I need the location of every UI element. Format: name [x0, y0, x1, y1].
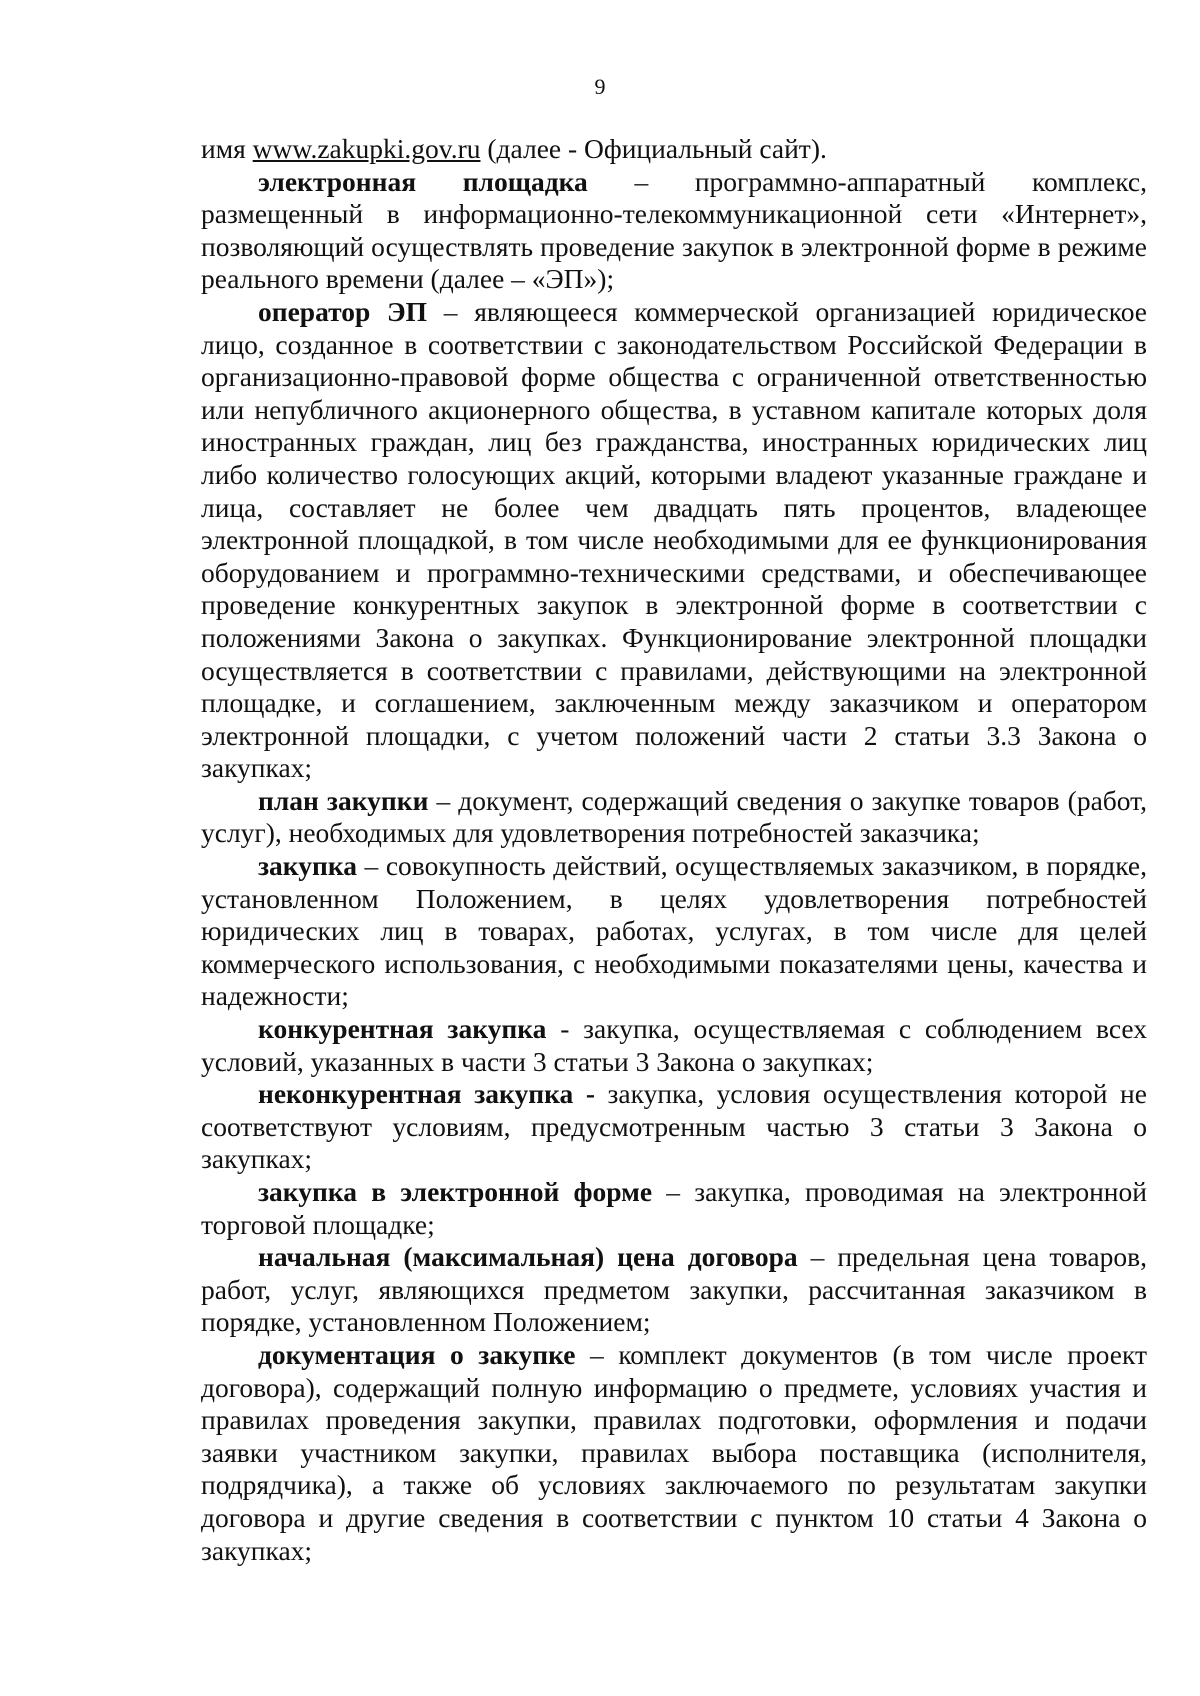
definition-text: – являющееся коммерческой организацией юридическое лицо, созданное в соответствии с законодательством Российской Федерации в организационно-правовой форме общества с ограниченной ответственностью или непубличного акционерного общества, в уставном капитале которых доля иностранных граждан, лиц без гражданства, иностранных юридических лиц либо количество голосующих акций, которыми владеют указанные граждане и лица, составляет не более чем двадцать пять процентов, владеющее электронной площадкой, в том числе необходимыми для ее функционирования оборудованием и программно-техническими средствами, и обеспечивающее проведение конкурентных закупок в электронной форме в соответствии с положениями Закона о закупках. Функционирование электронной площадки осуществляется в соответствии с правилами, действующими на электронной площадке, и соглашением, заключенным между заказчиком и оператором электронной площадки, с учетом положений части 2 статьи 3.3 Закона о закупках;: [201, 295, 1147, 784]
paragraph-lead: имя: [201, 133, 253, 164]
definition-text: – совокупность действий, осуществляемых заказчиком, в порядке, установленном Положением, в целях удовлетворения потребностей юридических лиц в товарах, работах, услугах, в том числе для целей коммерческого использования, с необходимыми показателями цены, качества и надежности;: [201, 850, 1147, 1012]
definition-text: закупка, условия осуществления которой не соответствуют условиям, предусмотренным частью 3 статьи 3 Закона о закупках;: [201, 1078, 1147, 1175]
definition-term: неконкурентная закупка -: [258, 1078, 595, 1110]
definition-initial-max-price: [201, 1241, 1147, 1339]
definition-text: – программно-аппаратный комплекс, размещенный в информационно-телекоммуникационной сети «Интернет», позволяющий осуществлять проведение закупок в электронной форме в режиме реального времени (далее – «ЭП»);: [201, 165, 1147, 295]
definition-text: – комплект документов (в том числе проект договора), содержащий полную информацию о предмете, условиях участия и правилах проведения закупки, правилах подготовки, оформления и подачи заявки участником закупки, правилах выбора поставщика (исполнителя, подрядчика), а также об условиях заключаемого по результатам закупки договора и другие сведения в соответствии с пунктом 10 статьи 4 Закона о закупках;: [201, 1338, 1147, 1566]
definition-text: – документ, содержащий сведения о закупке товаров (работ, услуг), необходимых для удовлетворения потребностей заказчика;: [201, 784, 1147, 849]
paragraph-official-site: [201, 133, 1147, 166]
definition-competitive-procurement: [201, 1013, 1147, 1078]
definition-text: - закупка, осуществляемая с соблюдением всех условий, указанных в части 3 статьи 3 Закона о закупках;: [201, 1013, 1147, 1077]
page-number: 9: [594, 74, 606, 99]
definition-term: конкурентная закупка: [258, 1013, 547, 1045]
definition-procurement: [201, 850, 1147, 1013]
definition-term: оператор ЭП: [258, 295, 428, 327]
definition-term: электронная площадка: [258, 165, 588, 197]
definition-noncompetitive-procurement: [201, 1078, 1147, 1176]
definition-electronic-platform: [201, 166, 1147, 296]
official-site-link[interactable]: www.zakupki.gov.ru: [252, 133, 481, 164]
definition-procurement-documentation: [201, 1339, 1147, 1567]
definition-term: план закупки: [258, 784, 429, 816]
definition-procurement-plan: [201, 785, 1147, 850]
definition-term: закупка: [258, 850, 358, 882]
definition-platform-operator: [201, 296, 1147, 785]
definition-term: документация о закупке: [258, 1338, 576, 1370]
definition-text: – закупка, проводимая на электронной торговой площадке;: [201, 1176, 1147, 1240]
definition-term: начальная (максимальная) цена договора: [258, 1241, 798, 1273]
definition-term: закупка в электронной форме: [258, 1176, 653, 1207]
definition-text: – предельная цена товаров, работ, услуг, являющихся предметом закупки, рассчитанная заказчиком в порядке, установленном Положением;: [201, 1241, 1147, 1338]
paragraph-text: (далее - Официальный сайт).: [480, 133, 827, 164]
definition-electronic-procurement: [201, 1176, 1147, 1241]
document-body: [201, 133, 1147, 1567]
